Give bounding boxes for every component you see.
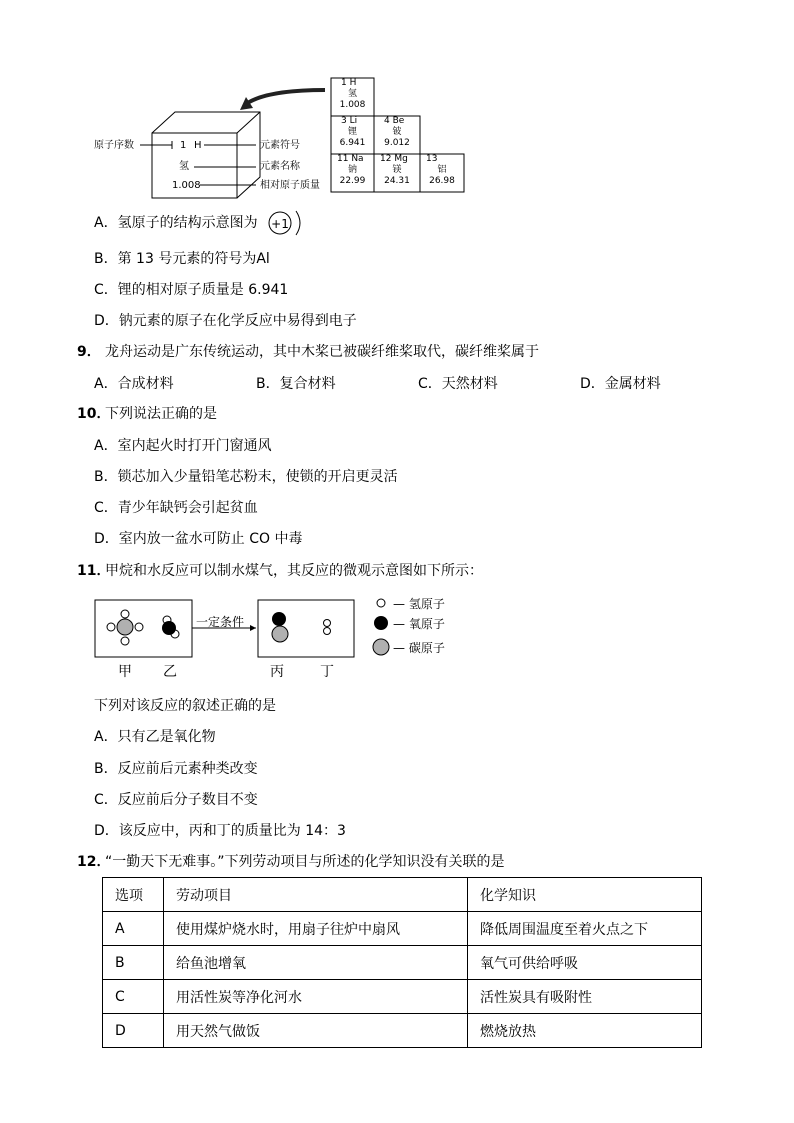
table-header: 化学知识 — [468, 878, 702, 912]
table-header-row — [103, 878, 702, 912]
q11-subquestion: 下列对该反应的叙述正确的是 — [94, 698, 276, 714]
legend-hydrogen-icon — [377, 599, 385, 607]
q10-option-a: A．室内起火时打开门窗通风 — [94, 438, 272, 454]
label-ding: 丁 — [320, 664, 334, 680]
q11-option-a: A．只有乙是氧化物 — [94, 729, 216, 745]
q10-number: 10． — [77, 406, 111, 422]
table-cell: D — [103, 1014, 164, 1048]
q9-option-b: B．复合材料 — [256, 376, 336, 392]
table-row — [103, 1014, 702, 1048]
table-row — [103, 946, 702, 980]
q11-option-c: C．反应前后分子数目不变 — [94, 792, 258, 808]
q9-number: 9． — [77, 344, 101, 360]
q12-number: 12． — [77, 854, 111, 870]
table-cell: 用天然气做饭 — [164, 1014, 468, 1048]
table-cell: 氧气可供给呼吸 — [468, 946, 702, 980]
legend-oxygen: — 氧原子 — [393, 617, 445, 631]
q12-stem: “一勤天下无难事。”下列劳动项目与所述的化学知识没有关联的是 — [105, 854, 505, 870]
q8-option-b: B．第 13 号元素的符号为Al — [94, 251, 270, 267]
element-cell-H: 1 H 氢 1.008 — [339, 78, 366, 110]
legend-mass: 1.008 — [172, 180, 201, 191]
table-cell: 用活性炭等净化河水 — [164, 980, 468, 1014]
q11-number: 11． — [77, 563, 111, 579]
legend-carbon-icon — [373, 639, 389, 655]
label-jia: 甲 — [118, 664, 132, 680]
nucleus-charge: +1 — [271, 217, 289, 231]
label-bing: 丙 — [270, 664, 284, 680]
table-cell: 降低周围温度至着火点之下 — [468, 912, 702, 946]
q9-option-a: A．合成材料 — [94, 376, 174, 392]
water-molecule — [162, 616, 179, 638]
table-cell: 燃烧放热 — [468, 1014, 702, 1048]
q10-option-b: B．锁芯加入少量铅笔芯粉末，使锁的开启更灵活 — [94, 469, 398, 485]
table-cell: 活性炭具有吸附性 — [468, 980, 702, 1014]
q11-option-b: B．反应前后元素种类改变 — [94, 761, 258, 777]
methane-molecule — [107, 610, 143, 645]
element-cell-Na: 11 Na 钠 22.99 — [337, 154, 366, 186]
legend-symbol: H — [194, 140, 202, 151]
table-cell: 给鱼池增氧 — [164, 946, 468, 980]
legend-atomic-number-label: 原子序数 — [94, 140, 134, 151]
table-cell: C — [103, 980, 164, 1014]
element-cell-Li: 3 Li 锂 6.941 — [339, 116, 366, 148]
q9-stem: 龙舟运动是广东传统运动，其中木桨已被碳纤维桨取代，碳纤维桨属于 — [105, 344, 539, 360]
element-cell-Mg: 12 Mg 镁 24.31 — [380, 154, 410, 186]
q10-option-d: D．室内放一盆水可防止 CO 中毒 — [94, 531, 303, 547]
legend-oxygen-icon — [374, 616, 388, 630]
legend-name: 氢 — [179, 161, 189, 172]
q8-option-d: D．钠元素的原子在化学反应中易得到电子 — [94, 313, 357, 329]
label-yi: 乙 — [163, 664, 177, 680]
q8-option-c: C．锂的相对原子质量是 6.941 — [94, 282, 289, 298]
table-cell: 使用煤炉烧水时，用扇子往炉中扇风 — [164, 912, 468, 946]
legend-hydrogen: — 氢原子 — [393, 597, 445, 611]
q10-option-c: C．青少年缺钙会引起贫血 — [94, 500, 258, 516]
table-header: 选项 — [103, 878, 164, 912]
table-header: 劳动项目 — [164, 878, 468, 912]
legend-name-label: 元素名称 — [260, 161, 300, 172]
legend-mass-label: 相对原子质量 — [260, 180, 320, 191]
q8-option-a: A．氢原子的结构示意图为 — [94, 215, 258, 231]
q11-option-d: D．该反应中，丙和丁的质量比为 14：3 — [94, 823, 346, 839]
q11-stem: 甲烷和水反应可以制水煤气，其反应的微观示意图如下所示： — [105, 563, 483, 579]
element-cell-Al: 13 铝 26.98 — [426, 154, 455, 186]
carbon-monoxide-molecule — [272, 612, 288, 642]
table-cell: A — [103, 912, 164, 946]
element-cell-Be: 4 Be 铍 9.012 — [384, 116, 410, 148]
table-row — [103, 980, 702, 1014]
legend-number: 1 — [180, 140, 187, 151]
reaction-condition: 一定条件 — [196, 615, 245, 629]
q12-table — [102, 877, 702, 1048]
q9-option-d: D．金属材料 — [580, 376, 661, 392]
legend-carbon: — 碳原子 — [393, 641, 445, 655]
hydrogen-molecule — [324, 620, 331, 635]
q10-stem: 下列说法正确的是 — [105, 406, 217, 422]
table-cell: B — [103, 946, 164, 980]
table-row — [103, 912, 702, 946]
pointer-arrow — [246, 90, 325, 104]
q9-option-c: C．天然材料 — [418, 376, 498, 392]
legend-symbol-label: 元素符号 — [260, 140, 300, 151]
